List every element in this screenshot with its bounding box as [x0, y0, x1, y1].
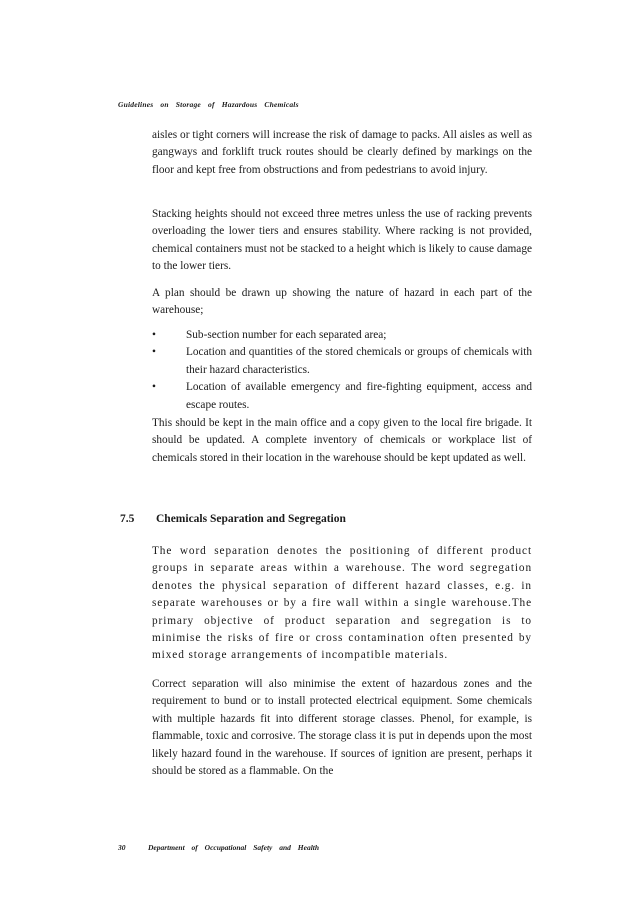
bullet-item [152, 379, 532, 414]
section-number: 7.5 [120, 513, 135, 525]
bullet-text: Location of available emergency and fire-fighting equipment, access and escape routes. [186, 381, 532, 411]
paragraph-text: This should be kept in the main office and a copy given to the local fire brigade. It should be updated. A complete inventory of chemicals or workplace list of chemicals stored in their location in the warehouse should be kept updated as well. [152, 417, 532, 464]
running-footer [118, 843, 319, 852]
bullet-text: Location and quantities of the stored chemicals or groups of chemicals with their hazard characteristics. [186, 346, 532, 376]
paragraph-separation-2 [152, 676, 532, 780]
paragraph-text: A plan should be drawn up showing the nature of hazard in each part of the warehouse; [152, 287, 532, 317]
paragraph-separation-1 [152, 543, 532, 665]
section-heading [120, 513, 346, 525]
paragraph-plan-after [152, 415, 532, 467]
paragraph-text: Correct separation will also minimise the extent of hazardous zones and the requirement to bund or to install protected electrical equipment. Some chemicals with multiple hazards fit into different storage classes. Phenol, for example, is flammable, toxic and corrosive. The storage class it is put in depends upon the most likely hazard found in the warehouse. If sources of ignition are present, perhaps it should be stored as a flammable. On the [152, 678, 532, 778]
running-header: Guidelines on Storage of Hazardous Chemicals [118, 100, 299, 109]
page-number: 30 [118, 843, 126, 852]
paragraph-plan-intro [152, 285, 532, 320]
paragraph-text: Stacking heights should not exceed three metres unless the use of racking prevents overloading the lower tiers and ensures stability. Where racking is not provided, chemical containers must not be stacked to a height which is likely to cause damage to the lower tiers. [152, 208, 532, 273]
bullet-text: Sub-section number for each separated area; [186, 329, 387, 341]
section-title: Chemicals Separation and Segregation [156, 513, 346, 525]
bullet-marker: • [152, 329, 156, 341]
footer-department: Department of Occupational Safety and Health [148, 843, 320, 852]
bullet-marker: • [152, 381, 156, 394]
paragraph-aisles [152, 127, 532, 179]
bullet-item [152, 327, 532, 344]
paragraph-text: aisles or tight corners will increase the risk of damage to packs. All aisles as well as gangways and forklift truck routes should be clearly defined by markings on the floor and kept free from obstructions and from pedestrians to avoid injury. [152, 129, 532, 176]
bullet-marker: • [152, 346, 156, 359]
bullet-list [152, 327, 532, 414]
bullet-item [152, 344, 532, 379]
paragraph-stacking [152, 206, 532, 276]
paragraph-text: The word separation denotes the positioning of different product groups in separate areas within a warehouse. The word segregation denotes the physical separation of different hazard classes, e.g. in separate warehouses or by a fire wall within a single warehouse.The primary objective of product separation and segregation is to minimise the risks of fire or cross contamination often presented by mixed storage arrangements of incompatible materials. [152, 545, 532, 662]
